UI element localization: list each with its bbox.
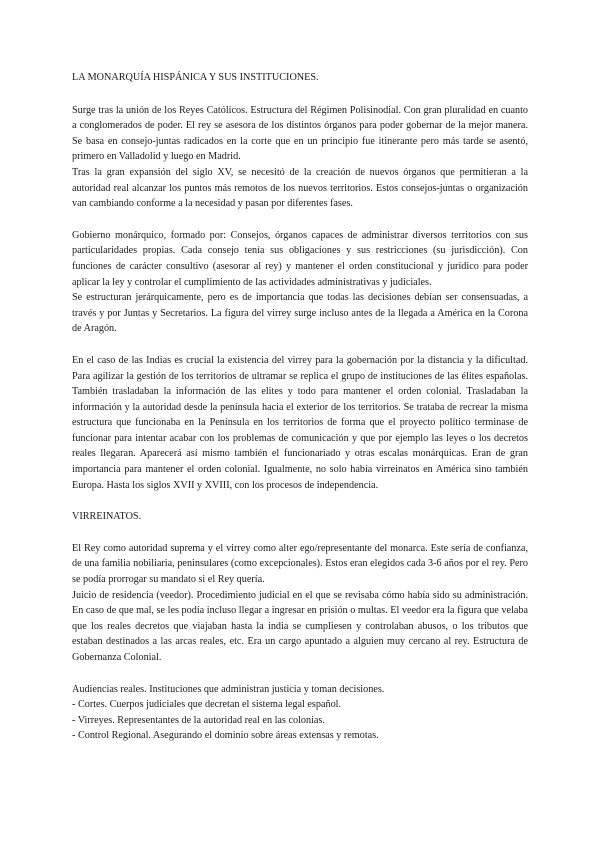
paragraph: Surge tras la unión de los Reyes Católicos. Estructura del Régimen Polisinodial. Con gran pluralidad en cuanto a conglomerados de poder. El rey se asesora de los distintos órganos para poder gobernar de la mejor manera. Se basa en consejo-juntas radicados en la corte que en un principio fue itinerante pero más tarde se asentó, primero en Valladolid y luego en Madrid. (72, 104, 528, 163)
list-item: - Control Regional. Asegurando el dominio sobre áreas extensas y remotas. (72, 730, 379, 742)
paragraph: Tras la gran expansión del siglo XV, se necesitó de la creación de nuevos órganos que permitieran a la autoridad real alcanzar los puntos más remotos de los nuevos territorios. Estos consejos-juntas o organización van cambiando conforme a la necesidad y pasan por diferentes fases. (72, 166, 528, 210)
paragraph: Se estructuran jerárquicamente, pero es de importancia que todas las decisiones debían ser consensuadas, a través y por Juntas y Secretarios. La figura del virrey surge incluso antes de la llegada a América en la Corona de Aragón. (72, 292, 528, 335)
document-body (72, 70, 528, 744)
section-heading-virreinatos: VIRREINATOS. (72, 511, 142, 523)
paragraph: En el caso de las Indias es crucial la existencia del virrey para la gobernación por la distancia y la dificultad. Para agilizar la gestión de los territorios de ultramar se replica el grupo de instituciones de las élites españolas. También trasladaban la información de las elites y todo para mantener el orden colonial. Trasladaban la información y la autoridad desde la península hacia el exterior de los territorios. Se trataba de recrear la misma estructura que funcionaba en la Península en los territorios de forma que el proyecto político terminase de funcionar para intentar acabar con los problemas de comunicación y que por ejemplo las leyes o los decretos reales llegaran. Aparecerá así mismo también el funcionariado y otras escalas monárquicas. Eran de gran importancia para mantener el orden colonial. Igualmente, no solo había virreinatos en América sino también Europa. Hasta los siglos XVII y XVIII, con los procesos de independencia. (72, 354, 528, 491)
audiencias-list (72, 697, 528, 744)
paragraph: El Rey como autoridad suprema y el virrey como alter ego/representante del monarca. Este sería de confianza, de una familia nobiliaria, peninsulares (como excepcionales). Estos eran elegidos cada 3-6 años por el rey. Pero se podía prorrogar su mandato si el Rey quería. (72, 542, 528, 586)
paragraph-gap (72, 666, 528, 682)
paragraph: Audiencias reales. Instituciones que administran justicia y toman decisiones. (72, 683, 385, 695)
paragraph: Gobierno monárquico, formado por: Consejos, órganos capaces de administrar diversos territorios con sus particularidades propias. Cada consejo tenía sus obligaciones y sus restricciones (su jurisdicción). Con funciones de carácter consultivo (asesorar al rey) y mantener el orden constitucional y jurídico para poder aplicar la ley y controlar el cumplimiento de las actividades administrativas y judiciales. (72, 229, 528, 288)
list-item: - Cortes. Cuerpos judiciales que decretan el sistema legal español. (72, 699, 342, 711)
paragraph-gap (72, 212, 528, 228)
paragraph-gap (72, 337, 528, 353)
list-item: - Virreyes. Representantes de la autoridad real en las colonias. (72, 714, 325, 726)
paragraph: Juicio de residencia (veedor). Procedimiento judicial en el que se revisaba cómo había sido su administración. En caso de que mal, se les podía incluso llegar a ingresar en prisión o multas. El veedor era la figura que velaba que los reales decretos que viajaban hasta la india se cumpliesen y controlaban abusos, o los tributos que estaban destinados a las arcas reales, etc. Era un cargo apuntado a alguien muy cercano al rey. Estructura de Gobernanza Colonial. (72, 589, 528, 663)
document-title: LA MONARQUÍA HISPÁNICA Y SUS INSTITUCIONES. (72, 72, 319, 83)
